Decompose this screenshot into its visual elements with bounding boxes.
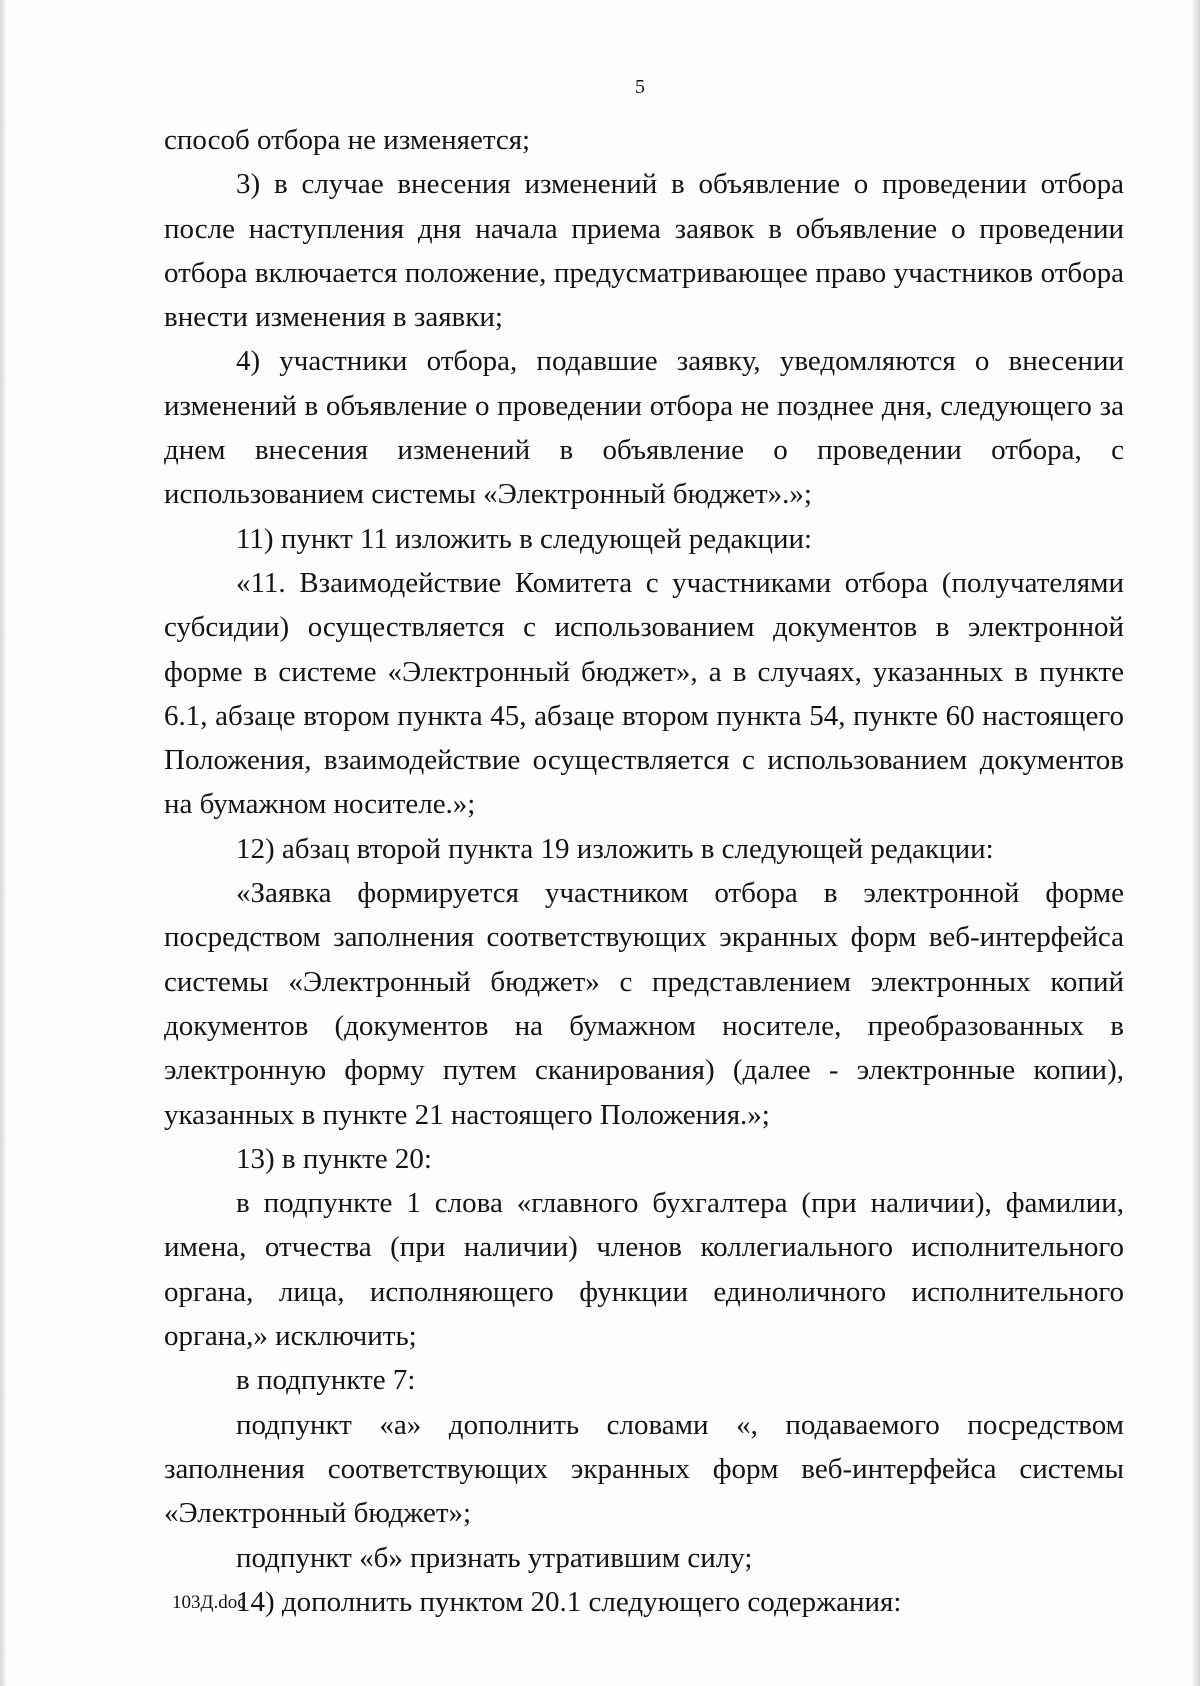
page-number: 5	[635, 76, 645, 98]
paragraph: подпункт «а» дополнить словами «, подаваемого посредством заполнения соответствующих экранных форм веб-интерфейса системы «Электронный бюджет»;	[164, 1408, 1124, 1530]
paragraph: 4) участники отбора, подавшие заявку, уведомляются о внесении изменений в объявление о проведении отбора не позднее дня, следующего за днем внесения изменений в объявление о проведении отбора, с использованием системы «Электронный бюджет».»;	[164, 345, 1124, 511]
paragraph: 12) абзац второй пункта 19 изложить в следующей редакции:	[236, 832, 994, 865]
footer-filename: 103Д.doc	[172, 1592, 246, 1613]
scan-edge-left	[0, 0, 6, 1686]
document-body	[164, 118, 1124, 1624]
paragraph: 3) в случае внесения изменений в объявление о проведении отбора после наступления дня начала приема заявок в объявление о проведении отбора включается положение, предусматривающее право участников отбора внести изменения в заявки;	[164, 168, 1124, 334]
paragraph: 11) пункт 11 изложить в следующей редакции:	[236, 522, 813, 555]
paragraph: способ отбора не изменяется;	[164, 124, 531, 156]
paragraph: 13) в пункте 20:	[236, 1142, 432, 1175]
paragraph: 14) дополнить пунктом 20.1 следующего содержания:	[236, 1585, 902, 1618]
paragraph: подпункт «б» признать утратившим силу;	[236, 1541, 753, 1574]
paragraph: в подпункте 7:	[236, 1364, 416, 1397]
paragraph: «Заявка формируется участником отбора в электронной форме посредством заполнения соответствующих экранных форм веб-интерфейса системы «Электронный бюджет» с представлением электронных копий документов (документов на бумажном носителе, преобразованных в электронную форму путем сканирования) (далее - электронные копии), указанных в пункте 21 настоящего Положения.»;	[164, 877, 1124, 1131]
paragraph: «11. Взаимодействие Комитета с участниками отбора (получателями субсидии) осуществляется с использованием документов в электронной форме в системе «Электронный бюджет», а в случаях, указанных в пункте 6.1, абзаце втором пункта 45, абзаце втором пункта 54, пункте 60 настоящего Положения, взаимодействие осуществляется с использованием документов на бумажном носителе.»;	[164, 566, 1124, 821]
paragraph: в подпункте 1 слова «главного бухгалтера (при наличии), фамилии, имена, отчества (при наличии) членов коллегиального исполнительного органа, лица, исполняющего функции единоличного исполнительного органа,» исключить;	[164, 1187, 1124, 1353]
scan-edge-right	[1192, 0, 1200, 1686]
